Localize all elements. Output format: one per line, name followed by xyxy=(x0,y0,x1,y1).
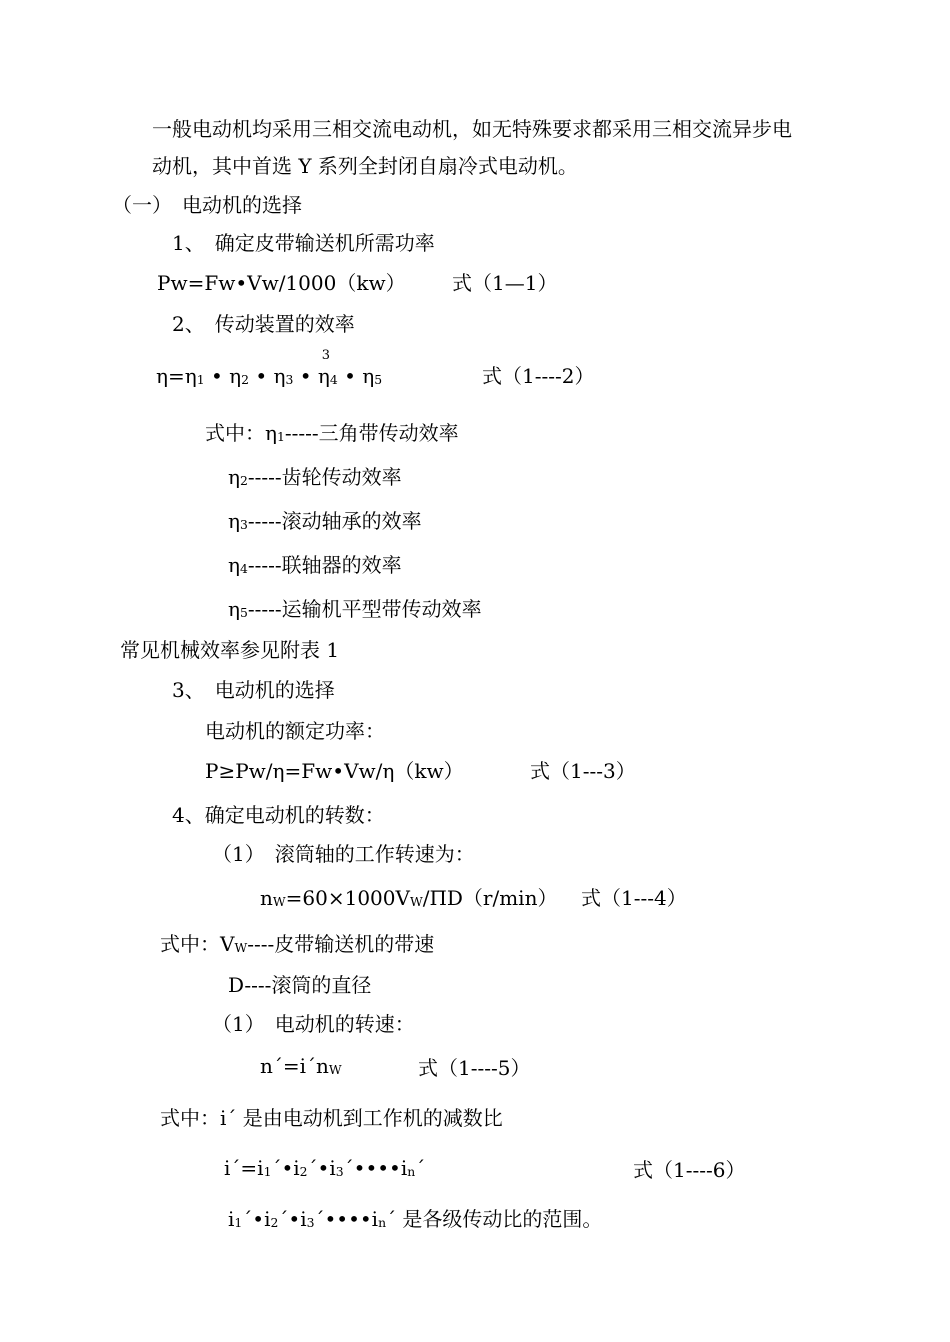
subscript: 2 xyxy=(241,371,250,387)
formula-part: ´ 是各级传动比的范围。 xyxy=(386,1207,603,1231)
where-description: ----皮带输送机的带速 xyxy=(247,932,435,956)
where-lead: η xyxy=(228,597,240,621)
subscript: 2 xyxy=(239,472,248,488)
subscript: n xyxy=(407,1163,416,1179)
formula-part: =60×1000V xyxy=(285,886,410,910)
formula-part: ´•i xyxy=(307,1156,336,1180)
where-description: -----齿轮传动效率 xyxy=(247,465,402,489)
where-lead: η xyxy=(228,509,240,533)
where-description: -----三角带传动效率 xyxy=(284,421,459,445)
formula-1-3: P≥Pw/η=Fw•Vw/η（kw） xyxy=(205,759,464,783)
eta-4-with-cube xyxy=(299,348,331,388)
where-eta-3 xyxy=(228,509,422,533)
intro-paragraph-line-1: 一般电动机均采用三相交流电动机，如无特殊要求都采用三相交流异步电 xyxy=(152,117,792,141)
sub-step-motor-speed: （1） 电动机的转速： xyxy=(212,1012,415,1036)
intro-paragraph-line-2: 动机，其中首选 Y 系列全封闭自扇冷式电动机。 xyxy=(152,154,578,178)
where-ratio: 式中：i´ 是由电动机到工作机的减数比 xyxy=(160,1106,503,1130)
subscript: 2 xyxy=(299,1163,308,1179)
formula-1-2-part: η=η xyxy=(156,364,197,388)
subscript: 3 xyxy=(335,1163,344,1179)
where-drum-diameter: D----滚筒的直径 xyxy=(228,973,372,997)
subscript: 4 xyxy=(329,371,338,387)
subscript: 1 xyxy=(276,428,285,444)
subscript: W xyxy=(328,1061,342,1077)
superscript-3: 3 xyxy=(321,348,331,363)
formula-part: ´•i xyxy=(271,1156,300,1180)
formula-1-2 xyxy=(156,348,383,388)
subscript: 2 xyxy=(270,1214,279,1230)
where-lead: η xyxy=(228,553,240,577)
formula-1-1-tag: 式（1—1） xyxy=(452,271,558,295)
formula-1-2-part: • η xyxy=(299,364,330,388)
formula-1-2-part: • η xyxy=(210,364,242,388)
formula-part: ´••••i xyxy=(343,1156,408,1180)
formula-part: ´••••i xyxy=(314,1207,379,1231)
step-2-heading: 2、 传动装置的效率 xyxy=(172,312,355,336)
subscript: 1 xyxy=(196,371,205,387)
subscript: 5 xyxy=(239,604,248,620)
formula-1-3-tag: 式（1---3） xyxy=(530,759,636,783)
subscript: 4 xyxy=(239,560,248,576)
formula-1-6-tag: 式（1----6） xyxy=(633,1158,746,1182)
subscript: W xyxy=(272,893,286,909)
formula-1-2-part: • η xyxy=(344,364,375,388)
subscript: W xyxy=(409,893,423,909)
where-eta-5 xyxy=(228,597,482,621)
rated-power-label: 电动机的额定功率： xyxy=(205,719,385,743)
sub-step-drum-speed: （1） 滚筒轴的工作转速为： xyxy=(212,842,475,866)
where-description: -----滚动轴承的效率 xyxy=(247,509,422,533)
efficiency-note: 常见机械效率参见附表 1 xyxy=(120,638,340,662)
subscript: 3 xyxy=(239,516,248,532)
formula-1-5 xyxy=(260,1054,342,1078)
formula-part: /ΠD（r/min） xyxy=(422,886,558,910)
formula-part: i xyxy=(228,1207,235,1231)
formula-1-4 xyxy=(260,886,557,910)
where-eta-4 xyxy=(228,553,402,577)
formula-part: ´ xyxy=(415,1156,426,1180)
formula-1-1 xyxy=(157,271,406,295)
subscript: 3 xyxy=(306,1214,315,1230)
where-lead: η xyxy=(228,465,240,489)
where-belt-speed xyxy=(160,932,434,956)
formula-part: n´=i´n xyxy=(260,1054,329,1078)
subscript: 5 xyxy=(374,371,383,387)
subscript: 1 xyxy=(263,1163,272,1179)
where-description: -----运输机平型带传动效率 xyxy=(247,597,482,621)
where-lead: 式中：V xyxy=(160,932,235,956)
section-heading: （一） 电动机的选择 xyxy=(112,193,302,217)
formula-1-4-tag: 式（1---4） xyxy=(581,886,687,910)
formula-1-2-part: • η xyxy=(255,364,286,388)
formula-part: ´•i xyxy=(278,1207,307,1231)
formula-1-1-expression: Pw=Fw•Vw/1000（kw） xyxy=(157,271,406,295)
formula-1-6 xyxy=(224,1156,425,1180)
step-3-heading: 3、 电动机的选择 xyxy=(172,678,335,702)
subscript: n xyxy=(378,1214,387,1230)
where-lead: 式中：η xyxy=(205,421,277,445)
subscript: 3 xyxy=(285,371,294,387)
where-eta-2 xyxy=(228,465,402,489)
subscript: 1 xyxy=(234,1214,243,1230)
ratio-range-line xyxy=(228,1207,602,1231)
formula-1-2-tag: 式（1----2） xyxy=(482,364,595,388)
formula-part: ´•i xyxy=(242,1207,271,1231)
where-eta-1 xyxy=(205,421,459,445)
step-1-heading: 1、 确定皮带输送机所需功率 xyxy=(172,231,435,255)
step-4-heading: 4、确定电动机的转数： xyxy=(172,803,385,827)
formula-part: n xyxy=(260,886,273,910)
where-description: -----联轴器的效率 xyxy=(247,553,402,577)
formula-1-5-tag: 式（1----5） xyxy=(418,1056,531,1080)
subscript: W xyxy=(234,939,248,955)
formula-part: i´=i xyxy=(224,1156,264,1180)
